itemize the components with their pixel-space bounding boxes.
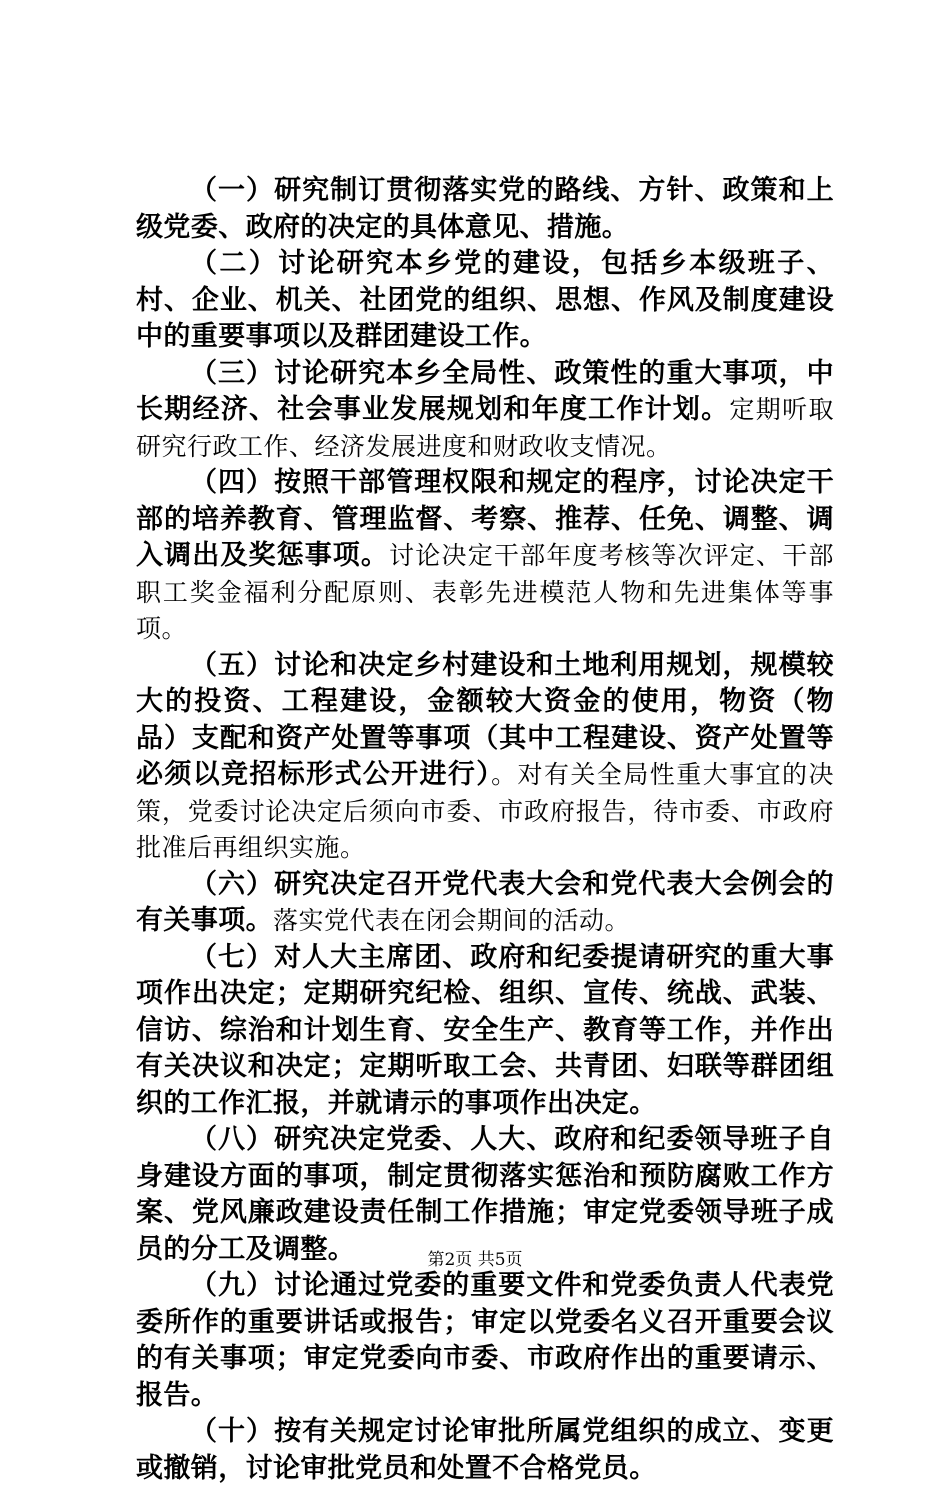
paragraph-main-text: （三）讨论研究本乡全局性、政策性的重大事项，中长期经济、社会事业发展规划和年度工作计划。	[136, 357, 834, 425]
paragraph-2	[136, 246, 834, 356]
paragraph-6	[136, 867, 834, 940]
paragraph-9	[136, 1268, 834, 1414]
paragraph-main-text: （四）按照干部管理权限和规定的程序，讨论决定干部的培养教育、管理监督、考察、推荐、任免、调整、调入调出及奖惩事项。	[136, 467, 834, 571]
document-body	[136, 173, 834, 1487]
paragraph-extra-text: 讨论决定干部年度考核等次评定、干部职工奖金福利分配原则、表彰先进模范人物和先进集体等事项。	[136, 541, 834, 643]
paragraph-main-text: （一）研究制订贯彻落实党的路线、方针、政策和上级党委、政府的决定的具体意见、措施。	[136, 175, 834, 243]
paragraph-extra-text: 落实党代表在闭会期间的活动。	[273, 906, 631, 935]
paragraph-main-text: （五）讨论和决定乡村建设和土地利用规划，规模较大的投资、工程建设，金额较大资金的使用，物资（物品）支配和资产处置等事项（其中工程建设、资产处置等必须以竞招标形式公开进行）	[136, 649, 834, 790]
paragraph-1	[136, 173, 834, 246]
page-footer	[0, 1245, 950, 1270]
paragraph-main-text: （八）研究决定党委、人大、政府和纪委领导班子自身建设方面的事项，制定贯彻落实惩治和预防腐败工作方案、党风廉政建设责任制工作措施；审定党委领导班子成员的分工及调整。	[136, 1124, 834, 1265]
paragraph-3	[136, 356, 834, 466]
paragraph-main-text: （二）讨论研究本乡党的建设，包括乡本级班子、村、企业、机关、社团党的组织、思想、作风及制度建设中的重要事项以及群团建设工作。	[136, 248, 834, 352]
paragraph-main-text: （九）讨论通过党委的重要文件和党委负责人代表党委所作的重要讲话或报告；审定以党委名义召开重要会议的有关事项；审定党委向市委、市政府作出的重要请示、报告。	[136, 1270, 834, 1411]
page-number-label: 第2页 共5页	[427, 1250, 523, 1270]
paragraph-main-text: （七）对人大主席团、政府和纪委提请研究的重大事项作出决定；定期研究纪检、组织、宣传、统战、武装、信访、综治和计划生育、安全生产、教育等工作，并作出有关决议和决定；定期听取工会、共青团、妇联等群团组织的工作汇报，并就请示的事项作出决定。	[136, 941, 834, 1119]
paragraph-main-text: （十）按有关规定讨论审批所属党组织的成立、变更或撤销，讨论审批党员和处置不合格党员。	[136, 1416, 834, 1484]
paragraph-main-text: （六）研究决定召开党代表大会和党代表大会例会的有关事项。	[136, 868, 834, 936]
paragraph-5	[136, 648, 834, 867]
paragraph-4	[136, 465, 834, 648]
paragraph-10	[136, 1414, 834, 1487]
paragraph-extra-text: 。对有关全局性重大事宜的决策，党委讨论决定后须向市委、市政府报告，待市委、市政府批准后再组织实施。	[136, 760, 834, 862]
paragraph-7	[136, 940, 834, 1123]
paragraph-extra-text: 定期听取研究行政工作、经济发展进度和财政收支情况。	[136, 395, 834, 461]
